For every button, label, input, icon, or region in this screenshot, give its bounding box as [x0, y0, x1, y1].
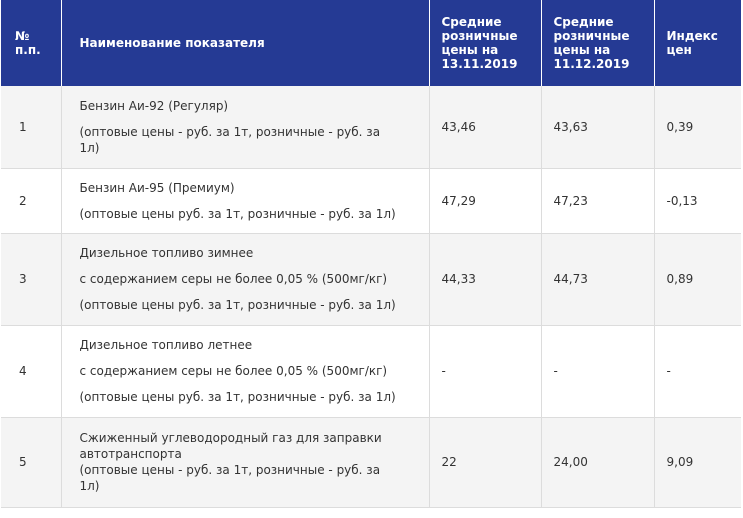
indicator-line: (оптовые цены - руб. за 1т, розничные - руб. за — [79, 124, 381, 139]
header-number — [1, 0, 61, 86]
indicator-line: Сжиженный углеводородный газ для заправки — [79, 431, 382, 445]
indicator-line: Бензин Аи-95 (Премиум) — [79, 180, 235, 195]
indicator-line: Бензин Аи-92 (Регуляр) — [79, 98, 229, 113]
table-row — [1, 86, 741, 168]
header-price-index-line: Индекс — [666, 29, 718, 43]
header-price-dec-line: 11.12.2019 — [553, 57, 630, 71]
header-price-dec — [541, 0, 654, 86]
header-price-nov-line: Средние — [441, 15, 502, 29]
indicator-line: 1л) — [79, 479, 100, 493]
indicator-line: (оптовые цены руб. за 1т, розничные - руб. за 1л) — [79, 206, 396, 221]
price-index: - — [654, 325, 741, 417]
indicator-line: автотранспорта — [79, 447, 182, 461]
indicator-name — [61, 168, 429, 233]
indicator-line: с содержанием серы не более 0,05 % (500мг/кг) — [79, 364, 388, 378]
header-price-nov-line: розничные — [441, 29, 518, 43]
price-dec: 43,63 — [541, 86, 654, 168]
indicator-name — [61, 233, 429, 325]
header-price-dec-line: цены на — [553, 43, 611, 57]
header-price-index-line: цен — [666, 43, 692, 57]
indicator-line: (оптовые цены - руб. за 1т, розничные - руб. за — [79, 463, 381, 477]
indicator-line: Дизельное топливо зимнее — [79, 246, 254, 260]
indicator-line: Дизельное топливо летнее — [79, 338, 253, 352]
row-number: 3 — [1, 233, 61, 325]
table-row — [1, 168, 741, 233]
table-header-row — [1, 0, 741, 86]
indicator-name — [61, 86, 429, 168]
header-number-line: № — [15, 29, 30, 43]
table-row — [1, 233, 741, 325]
price-nov: 22 — [429, 417, 541, 507]
header-price-nov-line: цены на — [441, 43, 499, 57]
indicator-line: (оптовые цены руб. за 1т, розничные - руб. за 1л) — [79, 298, 396, 312]
header-price-nov-line: 13.11.2019 — [441, 57, 518, 71]
row-number: 1 — [1, 86, 61, 168]
table-row — [1, 417, 741, 507]
row-number: 4 — [1, 325, 61, 417]
price-nov: - — [429, 325, 541, 417]
fuel-price-table — [1, 0, 741, 508]
price-index: 0,89 — [654, 233, 741, 325]
indicator-line: с содержанием серы не более 0,05 % (500мг/кг) — [79, 272, 388, 286]
price-nov: 44,33 — [429, 233, 541, 325]
header-price-dec-line: Средние — [553, 15, 614, 29]
table-row — [1, 325, 741, 417]
price-index: 0,39 — [654, 86, 741, 168]
price-dec: 24,00 — [541, 417, 654, 507]
row-number: 5 — [1, 417, 61, 507]
price-dec: 47,23 — [541, 168, 654, 233]
price-dec: - — [541, 325, 654, 417]
price-index: 9,09 — [654, 417, 741, 507]
header-indicator-name: Наименование показателя — [61, 0, 429, 86]
price-dec: 44,73 — [541, 233, 654, 325]
header-price-dec-line: розничные — [553, 29, 630, 43]
header-number-line: п.п. — [15, 43, 41, 57]
header-price-nov — [429, 0, 541, 86]
price-nov: 47,29 — [429, 168, 541, 233]
price-nov: 43,46 — [429, 86, 541, 168]
indicator-name — [61, 325, 429, 417]
indicator-line: 1л) — [79, 140, 100, 155]
row-number: 2 — [1, 168, 61, 233]
indicator-line: (оптовые цены руб. за 1т, розничные - руб. за 1л) — [79, 390, 396, 404]
header-price-index — [654, 0, 741, 86]
price-index: -0,13 — [654, 168, 741, 233]
indicator-name — [61, 417, 429, 507]
